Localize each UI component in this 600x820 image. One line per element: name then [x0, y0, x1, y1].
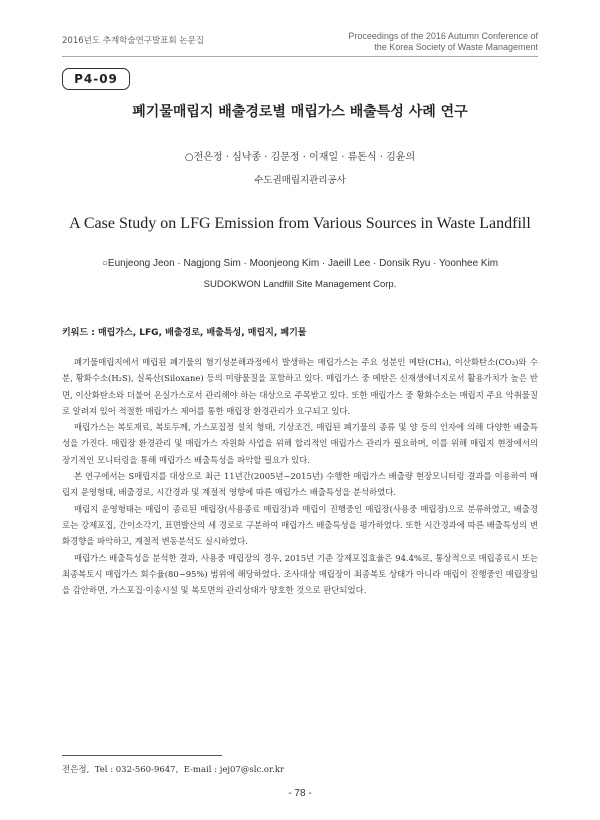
- page-number: - 78 -: [288, 788, 312, 799]
- authors-korean: ○전은정 · 심낙종 · 김문정 · 이재일 · 류돈식 · 김윤의: [184, 152, 416, 163]
- running-header-right: [348, 31, 538, 53]
- running-header-right-line2: the Korea Society of Waste Management: [374, 42, 538, 52]
- keywords-label: 키워드 :: [62, 328, 95, 338]
- keywords: [62, 325, 307, 338]
- paper-code-badge: P4-09: [62, 68, 130, 90]
- affiliation-korean: 수도권매립지관리공사: [254, 175, 346, 186]
- abstract-body: [62, 354, 538, 598]
- paragraph: 본 연구에서는 S매립지를 대상으로 최근 11년간(2005년~2015년) 수행한 매립가스 배출량 현장모니터링 결과를 이용하여 매립지 운영형태, 배출경로, 시간경과 및 계절적 영향에 따른 매립가스 배출특성을 분석하였다.: [62, 471, 538, 498]
- paragraph: 매립지 운영형태는 매립이 종료된 매립장(사용종료 매립장)과 매립이 진행중인 매립장(사용중 매립장)으로 분류하였고, 배출경로는 강제포집, 간이소각기, 표면발산의 세 경로로 구분하여 매립가스 배출특성을 평가하였다. 또한 시간경과에 따른 배출특성의 변화경향을 파악하고, 계절적 변동분석도 실시하였다.: [62, 503, 538, 547]
- running-header-right-line1: Proceedings of the 2016 Autumn Conference of: [348, 31, 538, 41]
- paragraph: 매립가스 배출특성을 분석한 결과, 사용중 매립장의 경우, 2015년 기준 강제포집효율은 94.4%로, 통상적으로 매립종료시 또는 최종복토시 매립가스 회수율(80~95%) 범위에 해당하였다. 조사대상 매립장이 최종복토 상태가 아니라 매립이 진행중인 매립장임을 감안하면, 가스포집·이송시설 및 복토면의 관리상태가 양호한 것으로 판단되었다.: [62, 552, 538, 596]
- authors-english: ○Eunjeong Jeon · Nagjong Sim · Moonjeong Kim · Jaeill Lee · Donsik Ryu · Yoonhee Kim: [101, 258, 499, 269]
- title-korean: 폐기물매립지 배출경로별 매립가스 배출특성 사례 연구: [132, 104, 468, 120]
- paragraph: 매립가스는 복토재료, 복토두께, 가스포집정 설치 형태, 기상조건, 매립된 폐기물의 종류 및 양 등의 인자에 의해 다양한 배출특성을 가진다. 매립장 환경관리 및 매립가스 자원화 사업을 위해 합리적인 매립가스 관리가 필요하며, 이를 위해 매립지 현장에서의 장기적인 모니터링을 통해 매립가스 배출특성을 파악할 필요가 있다.: [62, 422, 538, 465]
- running-header-left: 2016년도 추계학술연구발표회 논문집: [62, 36, 204, 46]
- title-english: A Case Study on LFG Emission from Various Sources in Waste Landfill: [69, 215, 531, 232]
- paragraph: 폐기물매립지에서 매립된 폐기물의 혐기성분해과정에서 발생하는 매립가스는 주요 성분인 메탄(CH₄), 이산화탄소(CO₂)와 수분, 황화수소(H₂S), 실록산(Siloxane) 등의 미량물질을 포함하고 있다. 매립가스 중 메탄은 신재생에너지로서 활용가치가 높은 반면, 이산화탄소와 더불어 온실가스로서 관리해야 하는 대상으로 주목받고 있다. 또한 매립가스 중 황화수소는 매립지 주요 악취물질로 알려져 있어 적절한 매립가스 제어를 통한 매립장 환경관리가 요구되고 있다.: [62, 357, 538, 416]
- footnote-divider: [62, 755, 222, 756]
- footnote-contact: 전은정, Tel : 032-560-9647, E-mail : jej07@slc.or.kr: [62, 765, 285, 775]
- keywords-values: 매립가스, LFG, 배출경로, 배출특성, 매립지, 폐기물: [97, 328, 307, 338]
- header-divider: [62, 56, 538, 57]
- affiliation-english: SUDOKWON Landfill Site Management Corp.: [203, 279, 397, 290]
